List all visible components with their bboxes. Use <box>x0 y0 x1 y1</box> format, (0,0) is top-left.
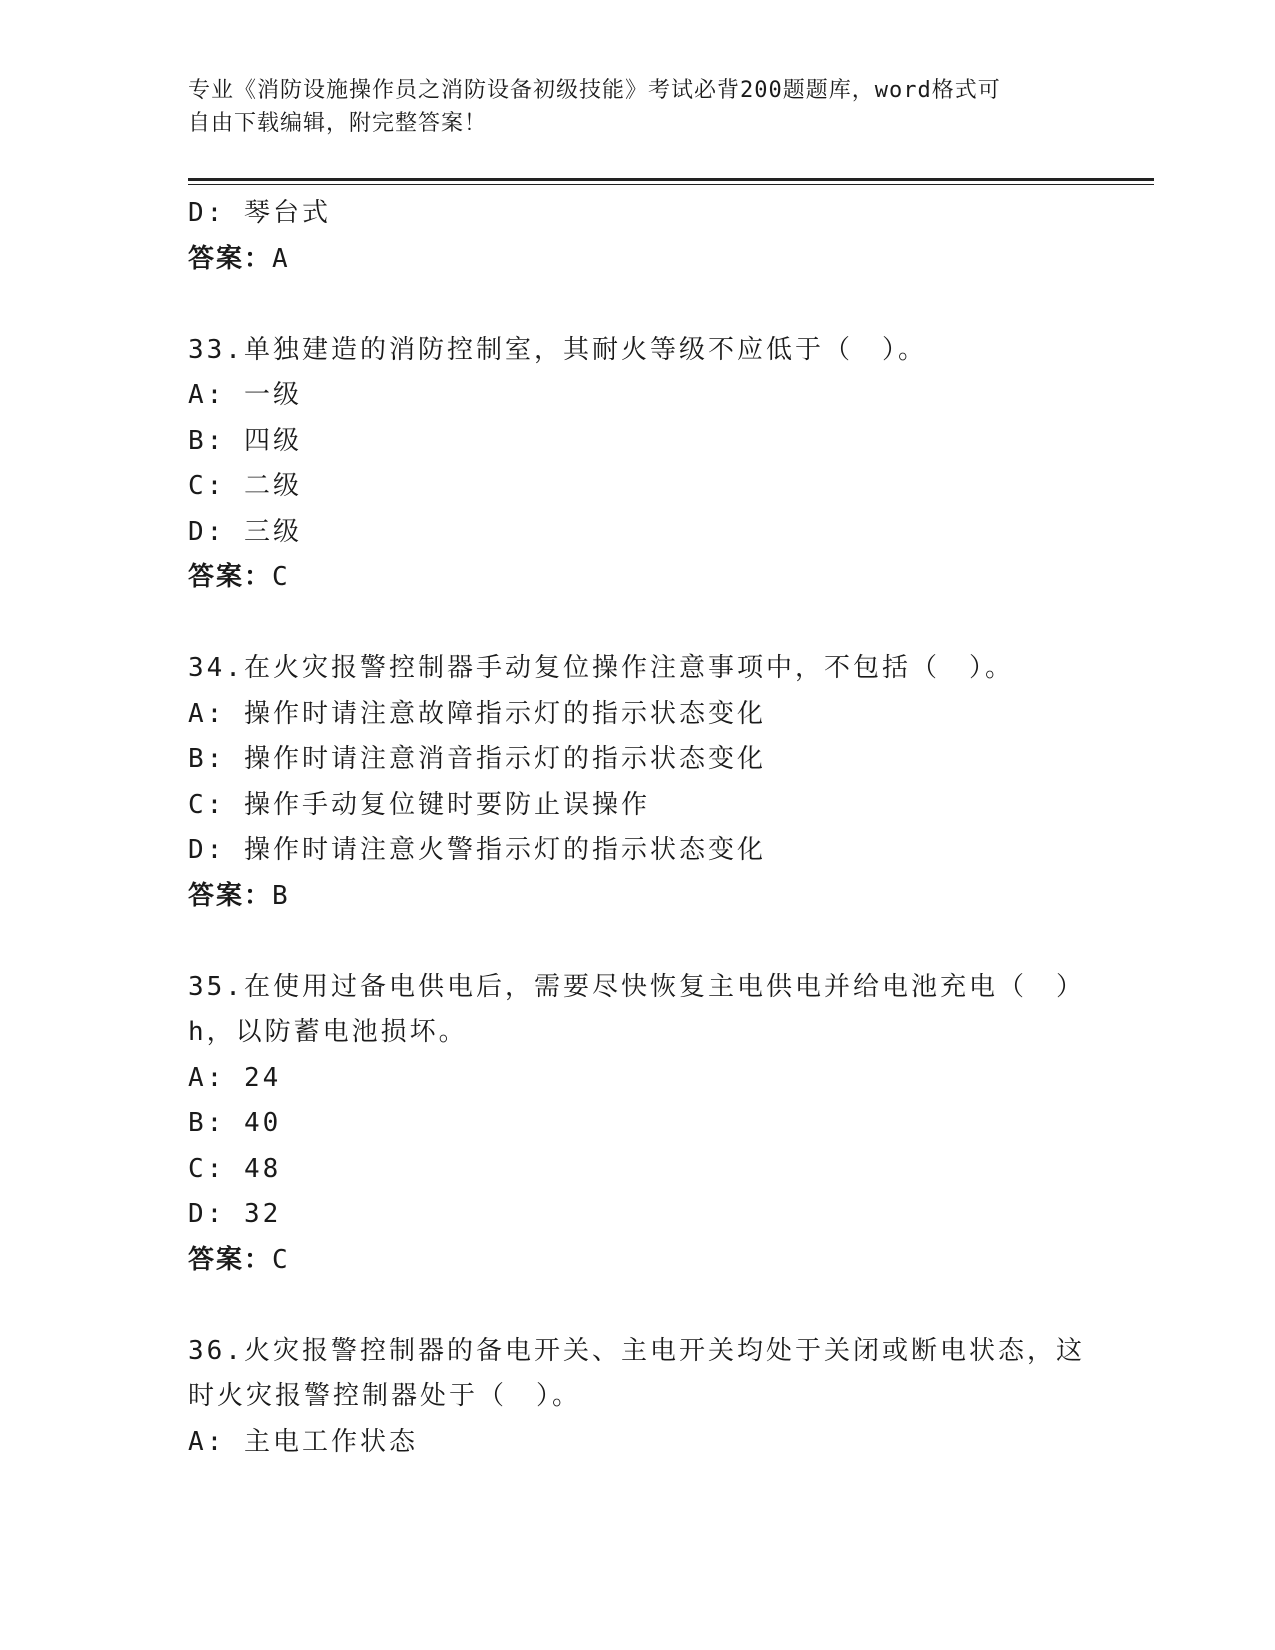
option-a: A: 一级 <box>188 380 302 410</box>
option-d: D: 三级 <box>188 516 302 547</box>
question-35 <box>188 965 1088 1284</box>
answer-label: 答案： <box>188 562 273 592</box>
header-divider-thick <box>188 178 1154 181</box>
spacer <box>188 1283 1088 1329</box>
spacer <box>188 282 1088 328</box>
option-c: C: 操作手动复位键时要防止误操作 <box>188 789 650 820</box>
option-a: A: 24 <box>188 1062 282 1093</box>
answer-label: 答案： <box>188 880 273 911</box>
header-line-1: 专业《消防设施操作员之消防设备初级技能》考试必背200题题库，word格式可 <box>188 78 1001 103</box>
question-36 <box>188 1329 1088 1466</box>
answer-line <box>188 555 1088 601</box>
answer-value: A <box>272 243 291 274</box>
spacer <box>188 601 1088 647</box>
option-d: D: 琴台式 <box>188 198 331 228</box>
option-b: B: 四级 <box>188 425 302 456</box>
answer-value: B <box>272 880 291 911</box>
question-stem: 34.在火灾报警控制器手动复位操作注意事项中，不包括（ ）。 <box>188 653 1014 683</box>
option-d: D: 操作时请注意火警指示灯的指示状态变化 <box>188 835 766 865</box>
spacer <box>188 919 1088 965</box>
question-stem-line-1: 36.火灾报警控制器的备电开关、主电开关均处于关闭或断电状态，这 <box>188 1335 1085 1366</box>
header-divider-thin <box>188 184 1154 185</box>
option-b: B: 40 <box>188 1108 282 1138</box>
document-header <box>188 74 1068 140</box>
question-stem: 33.单独建造的消防控制室，其耐火等级不应低于（ ）。 <box>188 334 927 365</box>
question-33 <box>188 328 1088 601</box>
header-line-2: 自由下载编辑，附完整答案！ <box>188 111 488 136</box>
answer-value: C <box>272 1244 291 1275</box>
option-c: C: 二级 <box>188 471 302 501</box>
question-stem-line-2: 时火灾报警控制器处于（ ）。 <box>188 1381 582 1411</box>
option-b: B: 操作时请注意消音指示灯的指示状态变化 <box>188 744 766 774</box>
question-stem-line-2: h，以防蓄电池损坏。 <box>188 1017 468 1047</box>
question-stem-line-1: 35.在使用过备电供电后，需要尽快恢复主电供电并给电池充电（ ） <box>188 971 1085 1002</box>
question-list <box>188 191 1088 1465</box>
option-a: A: 操作时请注意故障指示灯的指示状态变化 <box>188 698 766 729</box>
answer-label: 答案： <box>188 1244 273 1275</box>
answer-line <box>188 237 1088 283</box>
answer-line <box>188 874 1088 920</box>
option-c: C: 48 <box>188 1153 282 1184</box>
option-d: D: 32 <box>188 1199 282 1229</box>
answer-value: C <box>272 562 291 592</box>
answer-line <box>188 1238 1088 1284</box>
question-34 <box>188 646 1088 919</box>
option-a: A: 主电工作状态 <box>188 1426 418 1457</box>
answer-label: 答案： <box>188 243 273 274</box>
